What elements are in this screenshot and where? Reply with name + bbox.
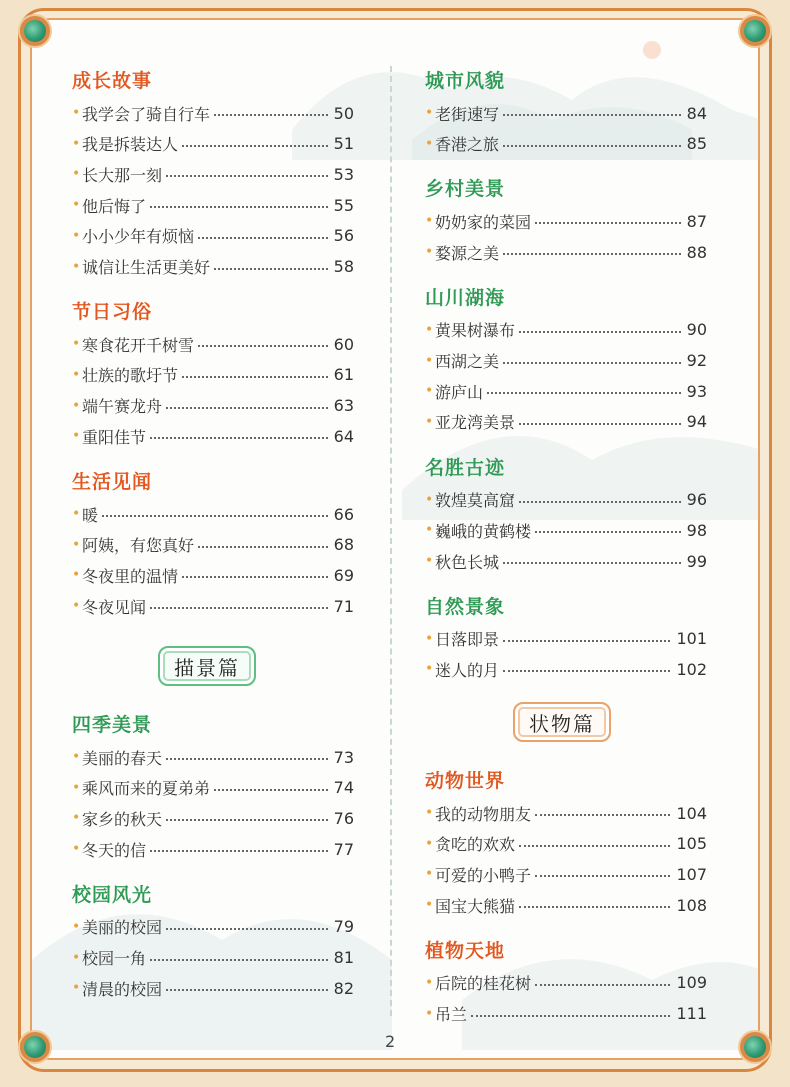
section-heading: 自然景象 <box>425 595 506 618</box>
dot-leader <box>198 546 328 548</box>
dot-leader <box>519 501 681 503</box>
toc-entry[interactable] <box>425 318 707 342</box>
toc-entry[interactable] <box>425 410 707 434</box>
bullet-icon: • <box>72 749 81 765</box>
entry-page-number: 71 <box>333 596 354 616</box>
bullet-icon: • <box>425 105 434 121</box>
column-divider <box>390 66 392 1016</box>
dot-leader <box>150 850 328 852</box>
section-heading: 动物世界 <box>425 770 506 792</box>
dot-leader <box>535 222 681 224</box>
section-heading: 节日习俗 <box>72 301 153 324</box>
entry-page-number: 56 <box>333 226 354 246</box>
entry-title: 冬天的信 <box>82 840 147 860</box>
toc-entry[interactable] <box>425 518 707 542</box>
dot-leader <box>503 253 681 255</box>
entry-page-number: 92 <box>686 351 707 370</box>
entry-title: 冬夜见闻 <box>82 597 147 617</box>
toc-entry[interactable] <box>72 837 354 861</box>
bullet-icon: • <box>72 506 81 522</box>
entry-page-number: 66 <box>333 504 354 524</box>
entry-page-number: 58 <box>333 257 354 276</box>
section-heading: 山川湖海 <box>425 286 506 309</box>
toc-entry[interactable] <box>72 332 354 356</box>
toc-entry[interactable] <box>72 101 354 125</box>
toc-entry[interactable] <box>72 533 354 557</box>
entry-title: 西湖之美 <box>435 352 500 371</box>
toc-entry[interactable] <box>425 240 707 264</box>
corner-ornament-bottom-left <box>20 1032 50 1062</box>
entry-title: 巍峨的黄鹤楼 <box>435 521 532 541</box>
entry-page-number: 105 <box>676 834 707 854</box>
dot-leader <box>102 515 328 517</box>
bullet-icon: • <box>72 779 81 796</box>
entry-title: 重阳佳节 <box>82 427 147 447</box>
bullet-icon: • <box>72 810 81 827</box>
toc-entry[interactable] <box>425 488 707 512</box>
dot-leader <box>519 845 670 847</box>
entry-page-number: 108 <box>676 895 707 915</box>
bullet-icon: • <box>425 553 434 569</box>
entry-title: 乘风而来的夏弟弟 <box>82 779 211 799</box>
entry-page-number: 107 <box>676 864 707 884</box>
entry-page-number: 55 <box>333 195 354 215</box>
toc-entry[interactable] <box>425 862 707 886</box>
bullet-icon: • <box>425 244 434 261</box>
entry-page-number: 98 <box>686 520 707 540</box>
entry-page-number: 111 <box>676 1004 707 1023</box>
toc-entry[interactable] <box>72 946 354 970</box>
bullet-icon: • <box>425 1005 434 1022</box>
toc-entry[interactable] <box>425 349 707 373</box>
entry-title: 国宝大熊猫 <box>435 896 516 916</box>
bullet-icon: • <box>72 166 81 183</box>
toc-entry[interactable] <box>72 363 354 387</box>
toc-entry[interactable] <box>425 971 707 995</box>
bullet-icon: • <box>425 974 434 991</box>
dot-leader <box>535 814 670 816</box>
entry-page-number: 81 <box>333 948 354 967</box>
entry-page-number: 104 <box>676 803 707 823</box>
dot-leader <box>519 906 670 908</box>
section-heading: 生活见闻 <box>72 471 153 493</box>
corner-ornament-top-right <box>740 16 770 46</box>
toc-entry[interactable] <box>72 745 354 769</box>
entry-title: 可爱的小鸭子 <box>435 865 532 885</box>
entry-page-number: 101 <box>676 629 707 649</box>
bullet-icon: • <box>425 135 434 152</box>
dot-leader <box>535 984 670 986</box>
entry-title: 他后悔了 <box>82 196 147 216</box>
bullet-icon: • <box>72 949 81 966</box>
entry-title: 敦煌莫高窟 <box>435 491 516 511</box>
toc-entry[interactable] <box>425 657 707 681</box>
toc-entry[interactable] <box>72 594 354 618</box>
dot-leader <box>503 145 681 147</box>
dot-leader <box>166 758 328 760</box>
bullet-icon: • <box>425 321 434 338</box>
bullet-icon: • <box>425 352 434 369</box>
bullet-icon: • <box>425 522 434 539</box>
dot-leader <box>503 114 681 116</box>
bullet-icon: • <box>72 397 81 414</box>
entry-title: 日落即景 <box>435 630 500 650</box>
dot-leader <box>519 423 681 425</box>
entry-page-number: 88 <box>686 242 707 262</box>
entry-page-number: 73 <box>333 747 354 767</box>
bullet-icon: • <box>72 258 81 275</box>
toc-entry[interactable] <box>425 549 707 573</box>
entry-title: 我学会了骑自行车 <box>82 104 211 124</box>
entry-title: 游庐山 <box>435 382 484 402</box>
dot-leader <box>150 959 328 961</box>
dot-leader <box>503 640 670 642</box>
entry-title: 贪吃的欢欢 <box>435 835 516 855</box>
dot-leader <box>182 576 328 578</box>
toc-entry[interactable] <box>425 627 707 651</box>
bullet-icon: • <box>425 491 434 508</box>
entry-title: 我的动物朋友 <box>435 804 532 824</box>
bullet-icon: • <box>72 105 81 121</box>
bullet-icon: • <box>72 598 81 615</box>
toc-entry[interactable] <box>72 394 354 418</box>
toc-entry[interactable] <box>425 209 707 233</box>
dot-leader <box>166 175 328 177</box>
toc-entry[interactable] <box>72 976 354 1000</box>
entry-title: 美丽的校园 <box>82 918 163 938</box>
entry-title: 后院的桂花树 <box>435 974 532 994</box>
entry-page-number: 94 <box>686 412 707 432</box>
entry-page-number: 76 <box>333 808 354 828</box>
entry-page-number: 74 <box>333 778 354 798</box>
entry-title: 长大那一刻 <box>82 165 163 185</box>
bullet-icon: • <box>72 366 81 383</box>
bullet-icon: • <box>72 918 81 935</box>
entry-page-number: 102 <box>676 659 707 679</box>
bullet-icon: • <box>425 866 434 883</box>
bullet-icon: • <box>425 661 434 678</box>
entry-title: 香港之旅 <box>435 135 500 155</box>
bullet-icon: • <box>72 227 81 244</box>
entry-title: 诚信让生活更美好 <box>82 258 211 277</box>
entry-title: 美丽的春天 <box>82 748 163 768</box>
bullet-icon: • <box>425 630 434 647</box>
toc-entry[interactable] <box>72 424 354 448</box>
entry-title: 我是拆装达人 <box>82 135 179 155</box>
entry-title: 端午赛龙舟 <box>82 397 163 417</box>
entry-page-number: 82 <box>333 978 354 998</box>
toc-entry[interactable] <box>72 224 354 248</box>
entry-page-number: 109 <box>676 973 707 993</box>
bullet-icon: • <box>425 897 434 914</box>
toc-entry[interactable] <box>72 502 354 526</box>
dot-leader <box>182 376 328 378</box>
toc-entry[interactable] <box>72 563 354 587</box>
entry-title: 小小少年有烦恼 <box>82 227 195 247</box>
section-heading: 乡村美景 <box>425 178 506 201</box>
dot-leader <box>503 670 670 672</box>
section-heading: 校园风光 <box>72 883 153 906</box>
bullet-icon: • <box>425 383 434 400</box>
bullet-icon: • <box>72 536 81 553</box>
entry-title: 亚龙湾美景 <box>435 413 516 433</box>
bullet-icon: • <box>72 980 81 997</box>
corner-ornament-top-left <box>20 16 50 46</box>
section-heading: 成长故事 <box>72 70 153 92</box>
bullet-icon: • <box>72 567 81 584</box>
bullet-icon: • <box>72 135 81 152</box>
toc-entry[interactable] <box>425 1002 707 1026</box>
dot-leader <box>471 1015 670 1017</box>
entry-title: 校园一角 <box>82 949 147 968</box>
entry-title: 寒食花开千树雪 <box>82 335 195 355</box>
entry-page-number: 63 <box>333 396 354 416</box>
section-heading: 名胜古迹 <box>425 456 506 479</box>
entry-title: 老街速写 <box>435 104 500 124</box>
dot-leader <box>182 145 328 147</box>
toc-entry[interactable] <box>72 806 354 830</box>
entry-page-number: 61 <box>333 365 354 385</box>
toc-entry[interactable] <box>72 915 354 939</box>
entry-page-number: 93 <box>686 381 707 401</box>
toc-entry[interactable] <box>72 162 354 186</box>
entry-page-number: 50 <box>333 103 354 123</box>
entry-page-number: 68 <box>333 535 354 555</box>
dot-leader <box>166 989 328 991</box>
dot-leader <box>198 345 328 347</box>
entry-title: 奶奶家的菜园 <box>435 212 532 232</box>
entry-title: 清晨的校园 <box>82 979 163 999</box>
dot-leader <box>487 392 681 394</box>
entry-title: 婺源之美 <box>435 243 500 263</box>
section-heading: 城市风貌 <box>425 70 506 92</box>
toc-entry[interactable] <box>72 776 354 800</box>
bullet-icon: • <box>72 841 81 858</box>
dot-leader <box>214 789 328 791</box>
entry-title: 迷人的月 <box>435 660 500 680</box>
section-heading: 植物天地 <box>425 939 506 962</box>
entry-page-number: 69 <box>333 565 354 585</box>
toc-entry[interactable] <box>425 832 707 856</box>
bullet-icon: • <box>72 336 81 353</box>
entry-page-number: 53 <box>333 164 354 184</box>
entry-page-number: 77 <box>333 839 354 859</box>
entry-page-number: 79 <box>333 917 354 937</box>
entry-title: 黄果树瀑布 <box>435 321 516 341</box>
dot-leader <box>150 437 328 439</box>
dot-leader <box>150 607 328 609</box>
dot-leader <box>535 531 681 533</box>
entry-title: 家乡的秋天 <box>82 809 163 829</box>
toc-entry[interactable] <box>425 379 707 403</box>
entry-title: 阿姨，有您真好 <box>82 536 195 556</box>
entry-page-number: 90 <box>686 320 707 340</box>
page-number: 2 <box>385 1032 396 1051</box>
entry-page-number: 84 <box>686 103 707 123</box>
entry-title: 暖 <box>82 505 99 525</box>
toc-entry[interactable] <box>425 101 707 125</box>
entry-page-number: 64 <box>333 426 354 446</box>
dot-leader <box>535 875 670 877</box>
dot-leader <box>166 928 328 930</box>
entry-title: 壮族的歌圩节 <box>82 366 179 386</box>
dot-leader <box>166 819 328 821</box>
bullet-icon: • <box>425 805 434 821</box>
entry-title: 冬夜里的温情 <box>82 566 179 586</box>
bullet-icon: • <box>72 428 81 445</box>
dot-leader <box>166 407 328 409</box>
entry-page-number: 85 <box>686 134 707 154</box>
dot-leader <box>519 331 681 333</box>
dot-leader <box>503 362 681 364</box>
entry-title: 吊兰 <box>435 1005 468 1024</box>
chapter-badge: 描景篇 <box>158 646 256 686</box>
bullet-icon: • <box>425 413 434 430</box>
bullet-icon: • <box>425 835 434 852</box>
entry-page-number: 96 <box>686 490 707 510</box>
toc-entry[interactable] <box>72 255 354 279</box>
entry-page-number: 87 <box>686 211 707 231</box>
toc-entry[interactable] <box>72 193 354 217</box>
chapter-badge: 状物篇 <box>513 702 611 742</box>
toc-entry[interactable] <box>425 132 707 156</box>
bullet-icon: • <box>425 213 434 230</box>
toc-entry[interactable] <box>72 132 354 156</box>
dot-leader <box>503 562 681 564</box>
dot-leader <box>150 206 328 208</box>
section-heading: 四季美景 <box>72 714 153 736</box>
dot-leader <box>198 237 328 239</box>
entry-page-number: 60 <box>333 334 354 354</box>
bullet-icon: • <box>72 197 81 214</box>
entry-page-number: 51 <box>333 134 354 154</box>
dot-leader <box>214 114 328 116</box>
dot-leader <box>214 268 328 270</box>
toc-entry[interactable] <box>425 801 707 825</box>
corner-ornament-bottom-right <box>740 1032 770 1062</box>
entry-title: 秋色长城 <box>435 552 500 572</box>
entry-page-number: 99 <box>686 551 707 571</box>
toc-entry[interactable] <box>425 893 707 917</box>
